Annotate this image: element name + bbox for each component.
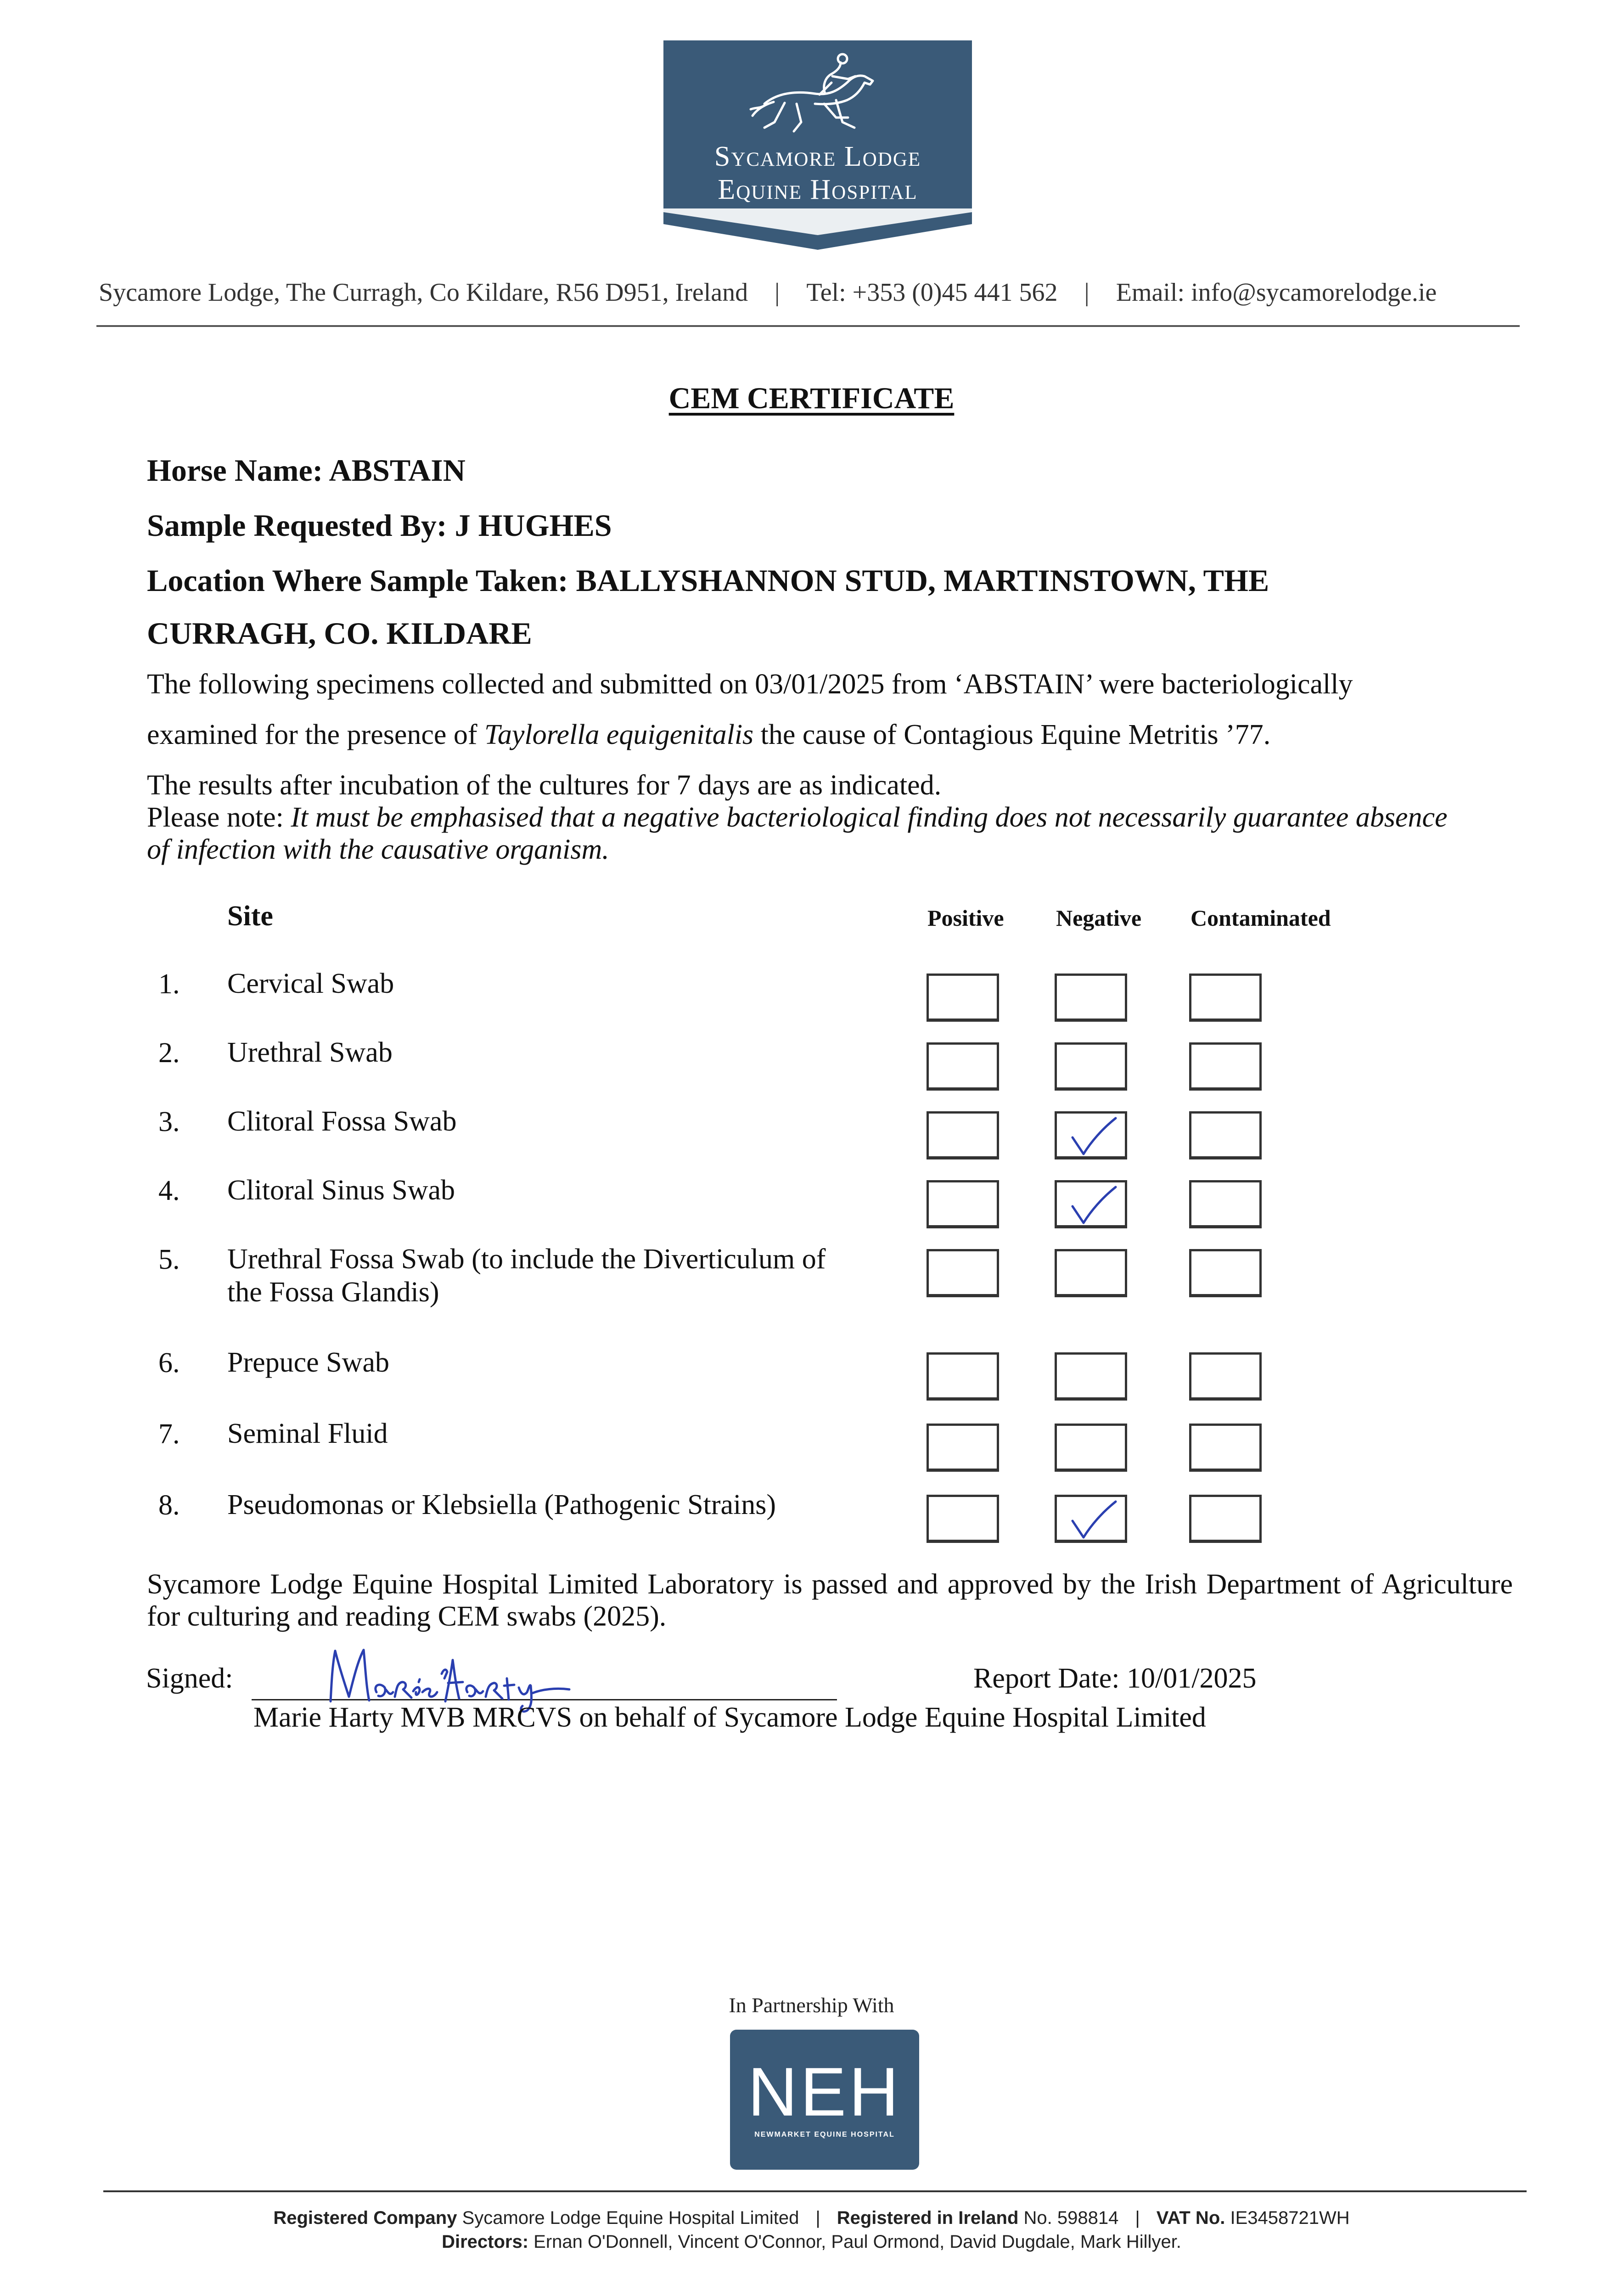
approval-statement: Sycamore Lodge Equine Hospital Limited Laboratory is passed and approved by the Irish Department of Agriculture for culturing and reading CEM swabs (2025). bbox=[147, 1569, 1513, 1632]
contact-line: Sycamore Lodge, The Curragh, Co Kildare, R56 D951, Ireland | Tel: +353 (0)45 441 562 | Email: info@sycamorelodge.ie bbox=[99, 278, 1437, 307]
site-name: Prepuce Swab bbox=[227, 1347, 389, 1378]
contaminated-checkbox[interactable] bbox=[1189, 1180, 1262, 1228]
positive-checkbox[interactable] bbox=[927, 1111, 999, 1159]
negative-checkbox[interactable] bbox=[1055, 1495, 1127, 1543]
directors-line: Directors: Ernan O'Donnell, Vincent O'Connor, Paul Ormond, David Dugdale, Mark Hillyer. bbox=[442, 2232, 1181, 2252]
row-number: 8. bbox=[158, 1490, 180, 1521]
negative-checkbox[interactable] bbox=[1055, 1111, 1127, 1159]
positive-checkbox[interactable] bbox=[927, 1249, 999, 1297]
site-name: Clitoral Sinus Swab bbox=[227, 1175, 455, 1206]
checkmark-icon bbox=[1068, 1184, 1118, 1228]
logo-line-2: Equine Hospital bbox=[718, 174, 918, 205]
disclaimer-line-2: of infection with the causative organism. bbox=[147, 834, 609, 865]
neh-logo-subtext: NEWMARKET EQUINE HOSPITAL bbox=[754, 2131, 895, 2138]
statement-line-2: examined for the presence of Taylorella equigenitalis the cause of Contagious Equine Metritis ’77. bbox=[147, 719, 1271, 750]
negative-checkbox[interactable] bbox=[1055, 1042, 1127, 1091]
negative-checkbox[interactable] bbox=[1055, 974, 1127, 1022]
location-line-1: Location Where Sample Taken: BALLYSHANNON STUD, MARTINSTOWN, THE bbox=[147, 563, 1269, 598]
checkmark-icon bbox=[1068, 1115, 1118, 1159]
row-number: 1. bbox=[158, 968, 180, 1000]
neh-logo bbox=[730, 2030, 919, 2170]
site-name: Urethral Swab bbox=[227, 1037, 393, 1068]
site-name: Seminal Fluid bbox=[227, 1418, 388, 1449]
organism-name: Taylorella equigenitalis bbox=[484, 719, 754, 750]
positive-header: Positive bbox=[927, 905, 1004, 931]
contaminated-checkbox[interactable] bbox=[1189, 1249, 1262, 1297]
address: Sycamore Lodge, The Curragh, Co Kildare, R56 D951, Ireland bbox=[99, 278, 748, 307]
contaminated-checkbox[interactable] bbox=[1189, 1111, 1262, 1159]
registration-line: Registered Company Sycamore Lodge Equine Hospital Limited | Registered in Ireland No. 598814 | VAT No. IE3458721WH bbox=[273, 2208, 1350, 2228]
site-name: Pseudomonas or Klebsiella (Pathogenic Strains) bbox=[227, 1489, 776, 1520]
header-divider bbox=[96, 325, 1520, 327]
certificate-title: CEM CERTIFICATE bbox=[668, 382, 955, 415]
positive-checkbox[interactable] bbox=[927, 1495, 999, 1543]
contaminated-header: Contaminated bbox=[1191, 905, 1331, 931]
hospital-logo bbox=[663, 40, 972, 250]
requested-by: Sample Requested By: J HUGHES bbox=[147, 508, 612, 543]
negative-checkbox[interactable] bbox=[1055, 1180, 1127, 1228]
report-date: Report Date: 10/01/2025 bbox=[973, 1663, 1257, 1694]
footer-divider bbox=[103, 2190, 1527, 2192]
positive-checkbox[interactable] bbox=[927, 1042, 999, 1091]
row-number: 3. bbox=[158, 1106, 180, 1137]
email: Email: info@sycamorelodge.ie bbox=[1116, 278, 1437, 307]
racehorse-icon bbox=[746, 49, 889, 136]
contaminated-checkbox[interactable] bbox=[1189, 1424, 1262, 1472]
contaminated-checkbox[interactable] bbox=[1189, 1352, 1262, 1401]
row-number: 6. bbox=[158, 1347, 180, 1379]
negative-checkbox[interactable] bbox=[1055, 1352, 1127, 1401]
telephone: Tel: +353 (0)45 441 562 bbox=[806, 278, 1058, 307]
contaminated-checkbox[interactable] bbox=[1189, 1042, 1262, 1091]
row-number: 5. bbox=[158, 1244, 180, 1275]
site-header: Site bbox=[227, 900, 273, 932]
checkmark-icon bbox=[1068, 1499, 1118, 1542]
row-number: 4. bbox=[158, 1175, 180, 1206]
negative-checkbox[interactable] bbox=[1055, 1424, 1127, 1472]
row-number: 7. bbox=[158, 1418, 180, 1450]
site-name: Clitoral Fossa Swab bbox=[227, 1106, 457, 1137]
positive-checkbox[interactable] bbox=[927, 1180, 999, 1228]
partnership-label: In Partnership With bbox=[729, 1993, 894, 2017]
signer-name: Marie Harty MVB MRCVS on behalf of Sycamore Lodge Equine Hospital Limited bbox=[253, 1702, 1206, 1733]
negative-checkbox[interactable] bbox=[1055, 1249, 1127, 1297]
positive-checkbox[interactable] bbox=[927, 1424, 999, 1472]
disclaimer-line-1: Please note: It must be emphasised that a negative bacteriological finding does not necessarily guarantee absence bbox=[147, 802, 1448, 833]
site-name: Urethral Fossa Swab (to include the Diverticulum of the Fossa Glandis) bbox=[227, 1244, 826, 1308]
logo-line-1: Sycamore Lodge bbox=[714, 141, 921, 172]
negative-header: Negative bbox=[1056, 905, 1142, 931]
site-name: Cervical Swab bbox=[227, 968, 394, 999]
signed-label: Signed: bbox=[146, 1663, 233, 1694]
statement-line-1: The following specimens collected and submitted on 03/01/2025 from ‘ABSTAIN’ were bacteriologically bbox=[147, 669, 1353, 700]
horse-name: Horse Name: ABSTAIN bbox=[147, 453, 466, 488]
location-line-2: CURRAGH, CO. KILDARE bbox=[147, 616, 532, 651]
contaminated-checkbox[interactable] bbox=[1189, 1495, 1262, 1543]
logo-banner bbox=[663, 206, 972, 250]
row-number: 2. bbox=[158, 1037, 180, 1069]
positive-checkbox[interactable] bbox=[927, 974, 999, 1022]
contaminated-checkbox[interactable] bbox=[1189, 974, 1262, 1022]
neh-logo-text: NEH bbox=[747, 2053, 902, 2130]
incubation-note: The results after incubation of the cultures for 7 days are as indicated. bbox=[147, 770, 942, 801]
positive-checkbox[interactable] bbox=[927, 1352, 999, 1401]
